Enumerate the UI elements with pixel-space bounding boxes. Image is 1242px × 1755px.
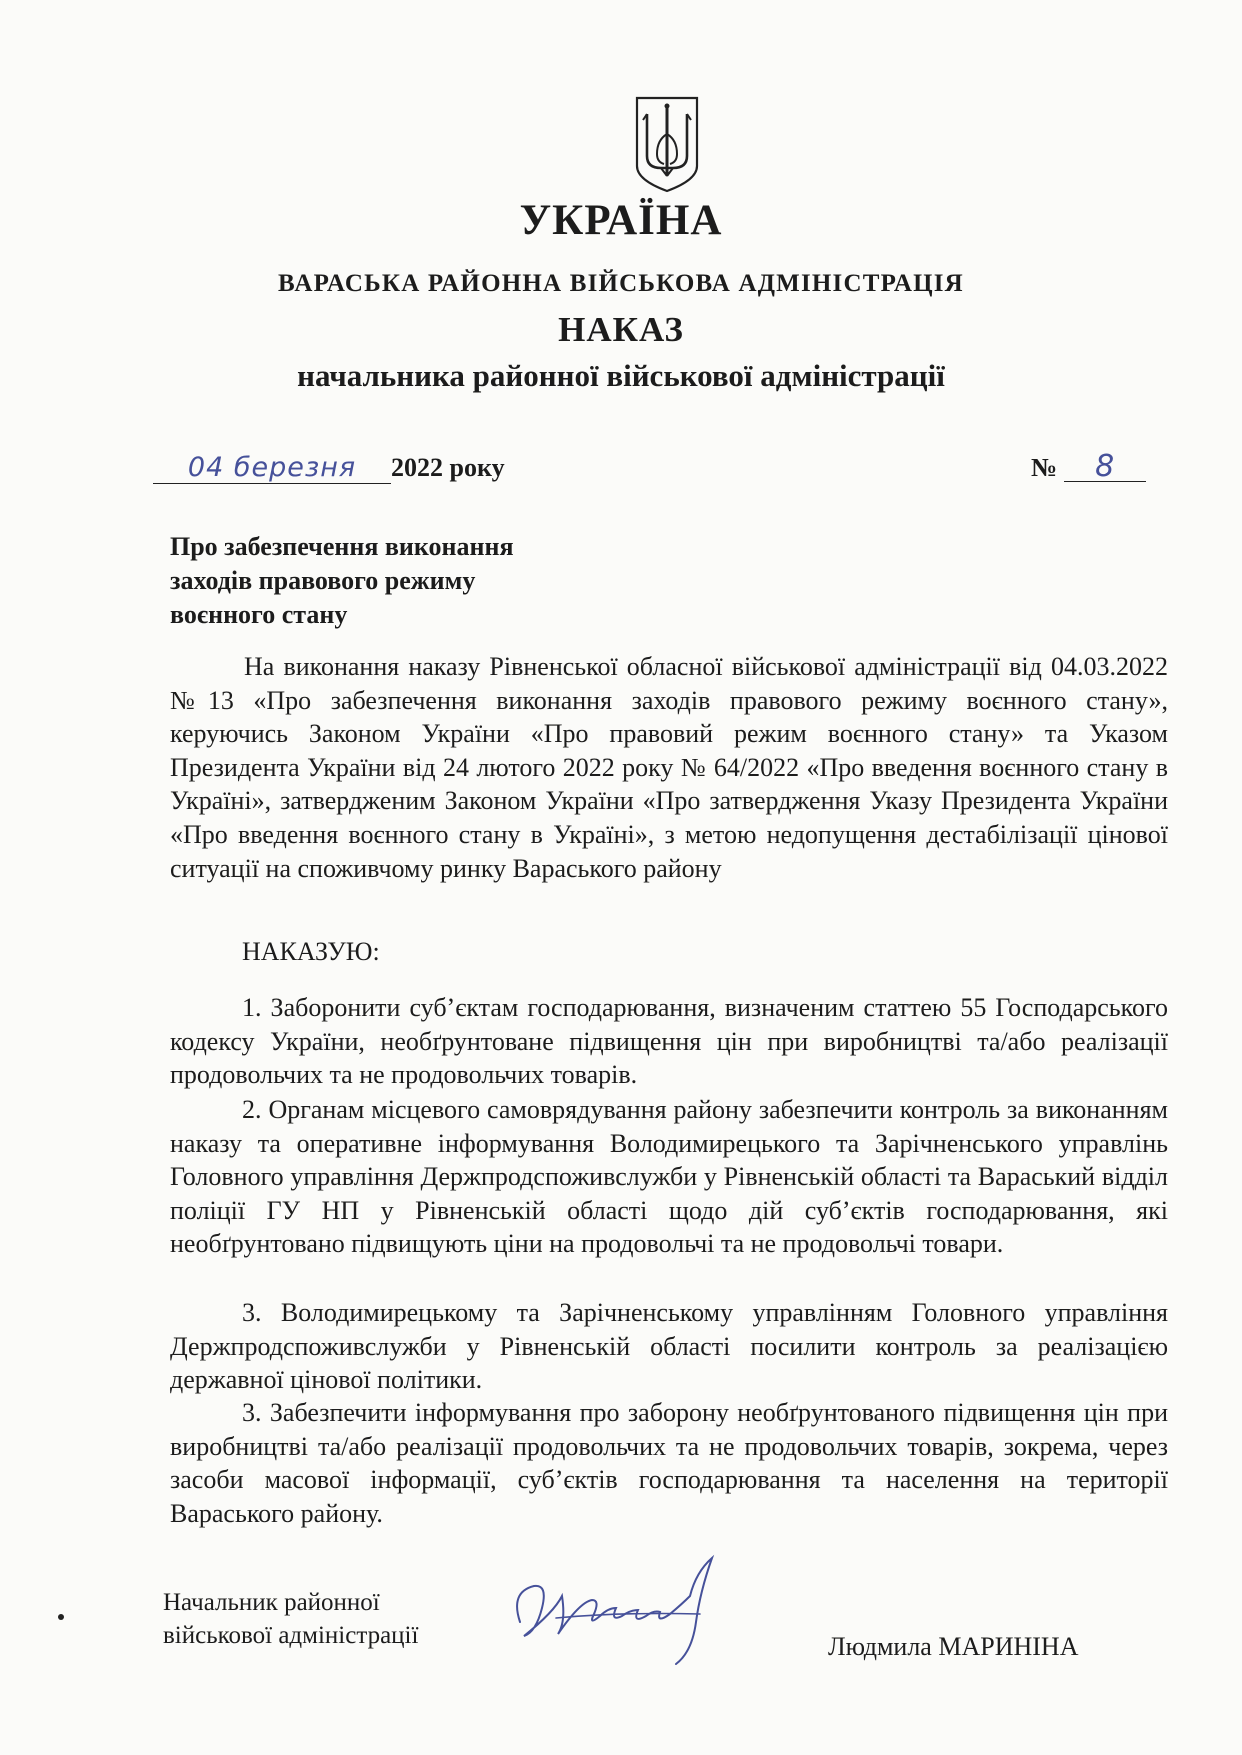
order-subject <box>170 530 514 632</box>
position-line: Начальник районної <box>163 1589 380 1616</box>
administration-name: ВАРАСЬКА РАЙОННА ВІЙСЬКОВА АДМІНІСТРАЦІЯ <box>278 270 964 297</box>
handwritten-order-number: 8 <box>1064 453 1146 482</box>
handwritten-date: 04 березня <box>153 453 391 484</box>
margin-dot <box>58 1614 64 1620</box>
order-date-line <box>153 453 505 484</box>
document-type-title: НАКАЗ <box>558 310 684 349</box>
subject-line: заходів правового режиму <box>170 566 476 595</box>
signatory-name: Людмила МАРИНІНА <box>828 1632 1079 1661</box>
position-line: військової адміністрації <box>163 1622 419 1649</box>
handwritten-signature <box>500 1552 750 1670</box>
preamble-paragraph: На виконання наказу Рівненської обласної військової адміністрації від 04.03.2022 №13 «Про забезпечення виконання заходів правового режиму воєнного стану», керуючись Законом України «Про правовий режим воєнного стану» та Указом Президента України від 24 лютого 2022 року № 64/2022 «Про введення воєнного стану в Україні», затвердженим Законом України «Про затвердження Указу Президента України «Про введення воєнного стану в Україні», з метою недопущення дестабілізації цінової ситуації на споживчому ринку Вараського району <box>170 652 1168 883</box>
country-title: УКРАЇНА <box>519 197 723 244</box>
subject-line: Про забезпечення виконання <box>170 532 514 561</box>
order-item-2: 2. Органам місцевого самоврядування району забезпечити контроль за виконанням наказу та оперативне інформування Володимирецького та Зарічненського управлінь Головного управління Держпродспоживслужби у Рівненській області та Вараський відділ поліції ГУ НП у Рівненській області щодо дій суб’єктів господарювання, які необґрунтовано підвищують ціни на продовольчі та не продовольчі товари. <box>170 1095 1168 1259</box>
order-number-line <box>1031 449 1146 484</box>
trident-emblem-icon <box>633 94 701 194</box>
signatory-position <box>163 1586 418 1652</box>
command-word: НАКАЗУЮ: <box>242 937 380 966</box>
order-item-4: 3. Забезпечити інформування про заборону необґрунтованого підвищення цін при виробництві та/або реалізації продовольчих та не продовольчих товарів, зокрема, через засоби масової інформації, суб’єктів господарювання та населення на території Вараського району. <box>170 1398 1168 1528</box>
number-label: № <box>1031 453 1058 482</box>
order-item-3: 3. Володимирецькому та Зарічненському управлінням Головного управління Держпродспоживслужби у Рівненській області посилити контроль за реалізацією державної цінової політики. <box>170 1298 1168 1395</box>
subject-line: воєнного стану <box>170 600 348 629</box>
order-item-1: 1. Заборонити суб’єктам господарювання, визначеним статтею 55 Господарського кодексу України, необґрунтоване підвищення цін при виробництві та/або реалізації продовольчих та не продовольчих товарів. <box>170 993 1168 1090</box>
order-year: 2022 року <box>391 453 505 482</box>
document-issuer: начальника районної військової адміністрації <box>297 358 945 393</box>
